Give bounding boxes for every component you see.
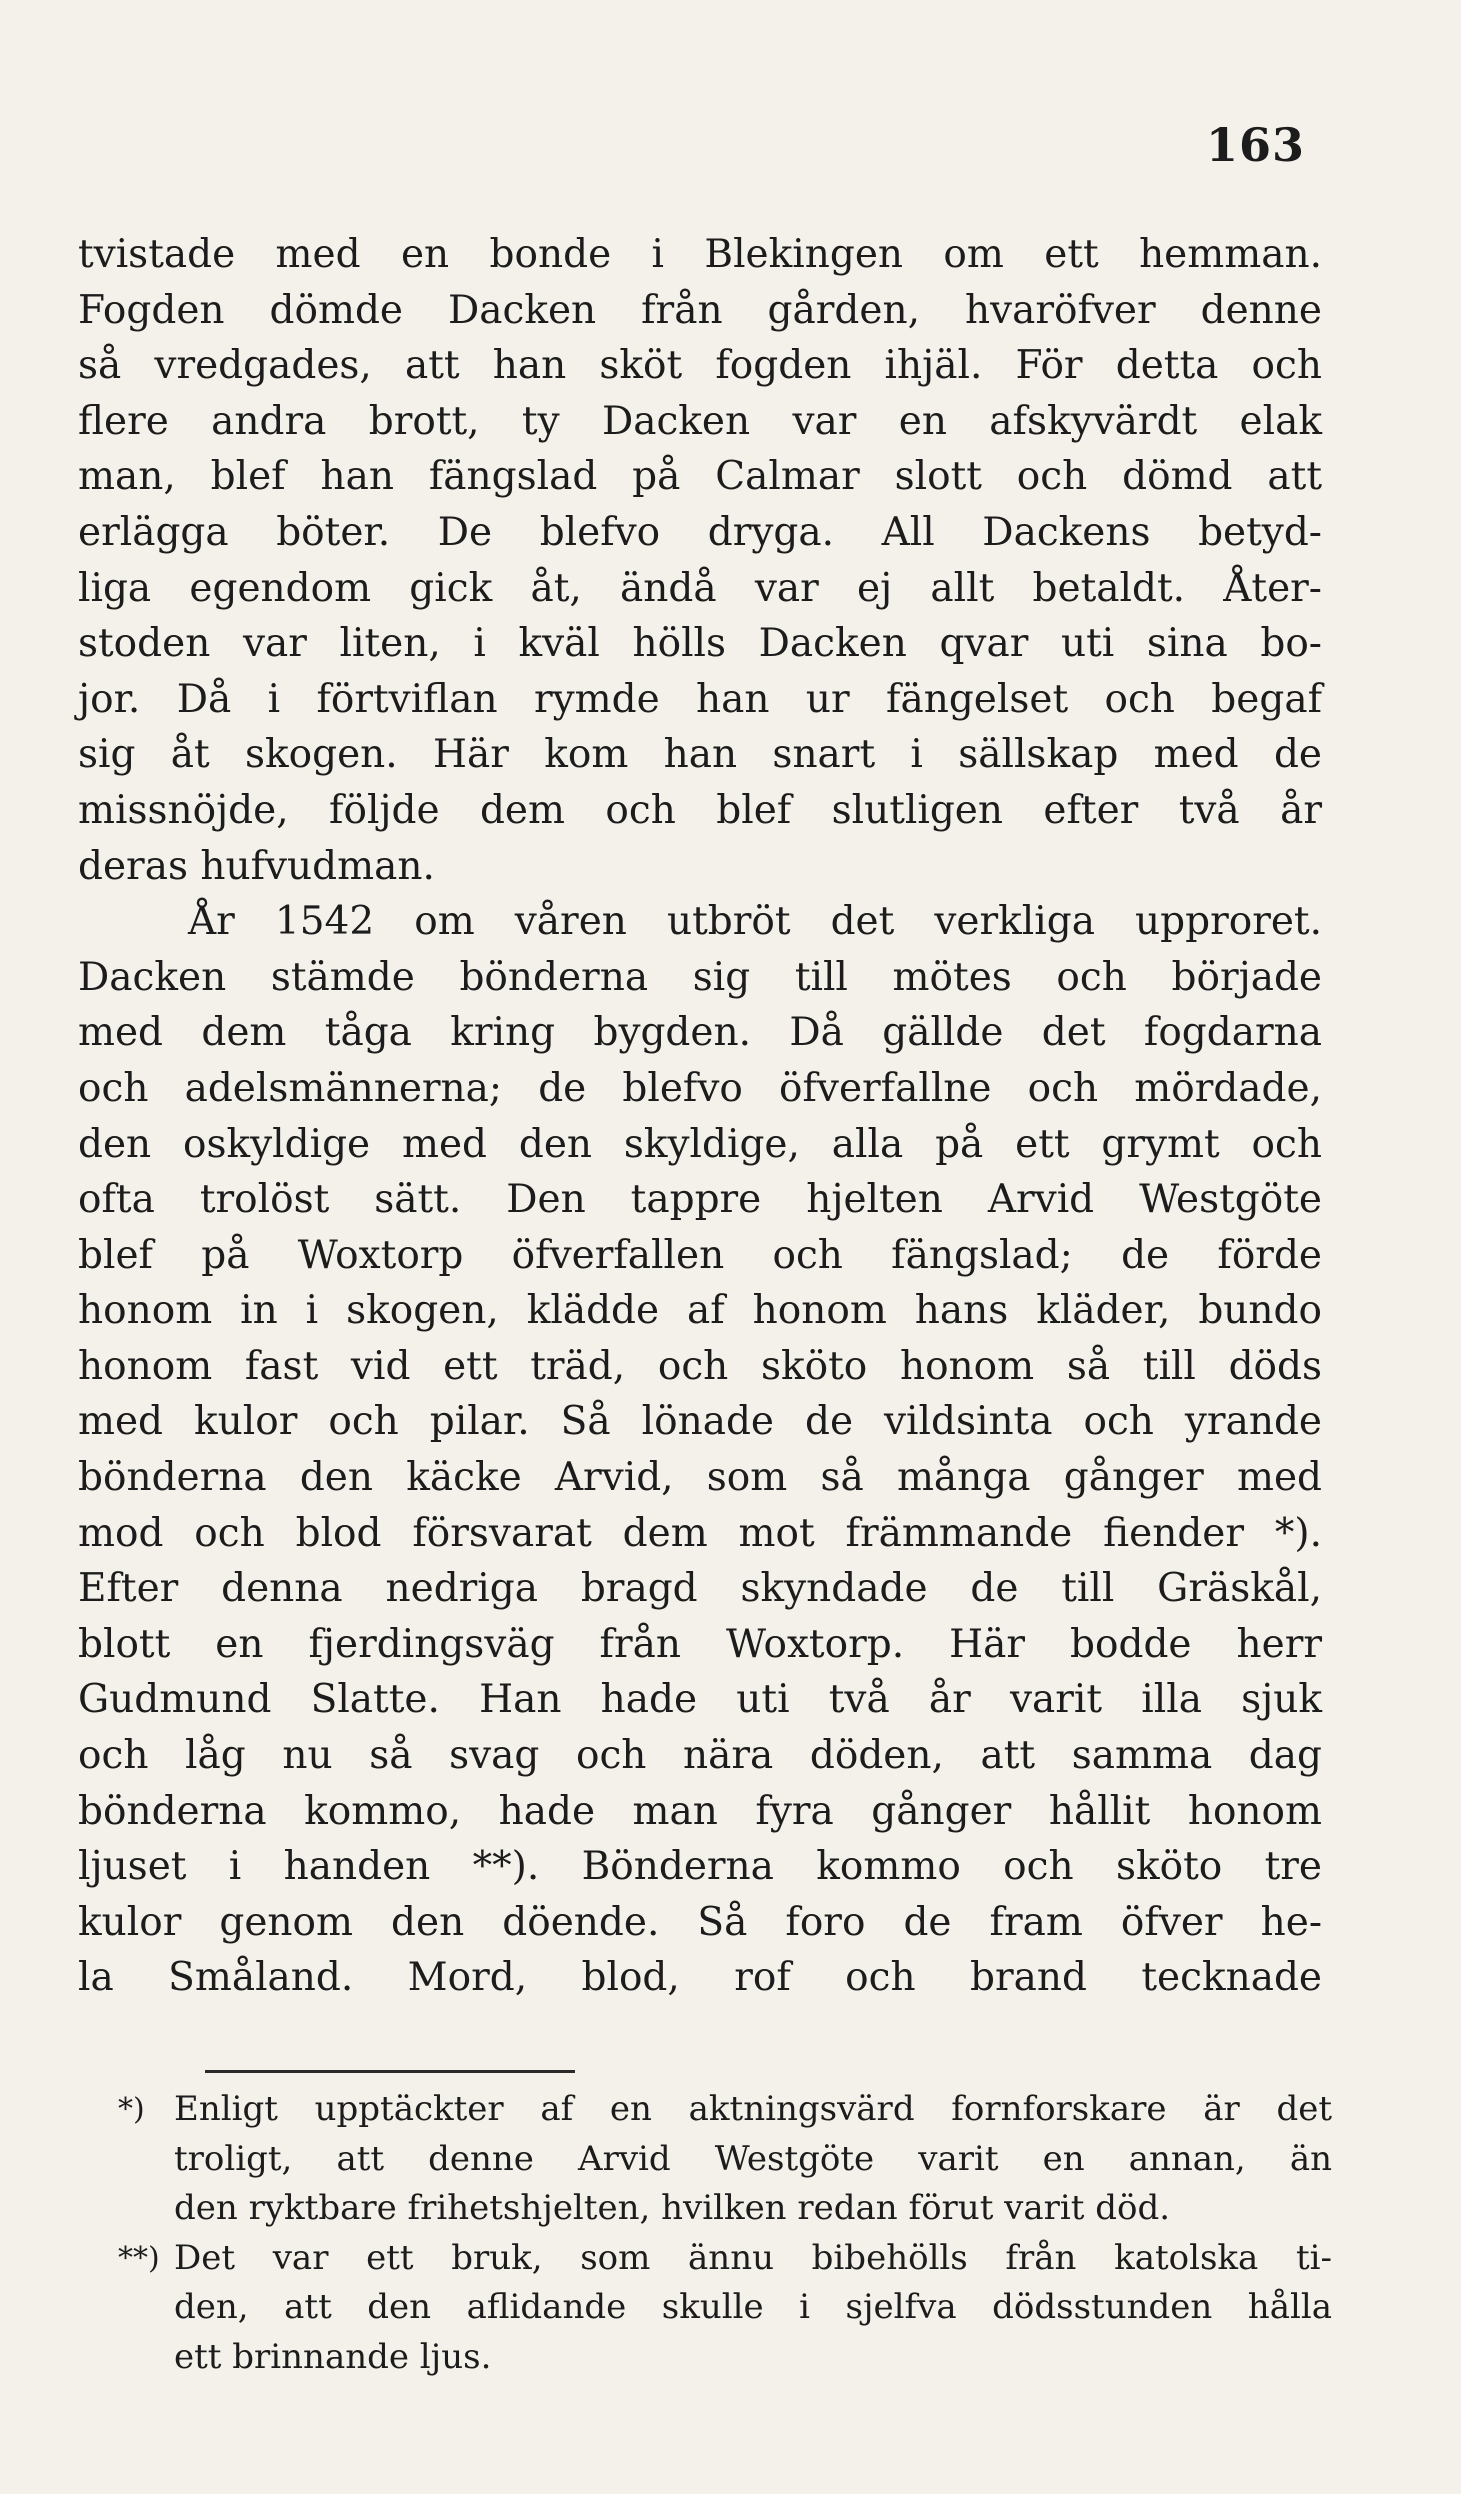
body-text: [78, 227, 1322, 2006]
text-line: bönderna kommo, hade man fyra gånger hållit honom: [78, 1788, 1322, 1834]
text-line: la Småland. Mord, blod, rof och brand tecknade: [78, 1955, 1322, 2001]
footnote-line: den ryktbare frihetshjelten, hvilken redan förut varit död.: [174, 2188, 1171, 2228]
text-line: blott en fjerdingsväg från Woxtorp. Här bodde herr: [78, 1621, 1322, 1667]
text-line: och adelsmännerna; de blefvo öfverfallne och mördade,: [78, 1065, 1322, 1111]
footnote-line: den, att den aflidande skulle i sjelfva dödsstunden hålla: [174, 2287, 1332, 2327]
text-line: tvistade med en bonde i Blekingen om ett hemman.: [78, 232, 1322, 277]
footnote-marker: **): [118, 2240, 160, 2276]
text-line: så vredgades, att han sköt fogden ihjäl. För detta och: [78, 343, 1322, 389]
paragraph-start-line: År 1542 om våren utbröt det verkliga upproret.: [188, 899, 1322, 945]
footnote-line: [118, 2085, 1332, 2135]
text-line: stoden var liten, i kväl hölls Dacken qvar uti sina bo-: [78, 621, 1322, 667]
text-line: flere andra brott, ty Dacken var en afskyvärdt elak: [78, 398, 1322, 444]
text-line: ofta trolöst sätt. Den tappre hjelten Arvid Westgöte: [78, 1177, 1322, 1223]
text-line: Efter denna nedriga bragd skyndade de till Gräskål,: [78, 1566, 1322, 1612]
text-line: Fogden dömde Dacken från gården, hvaröfver denne: [78, 287, 1322, 333]
text-line: sig åt skogen. Här kom han snart i sällskap med de: [78, 732, 1322, 778]
text-line: med dem tåga kring bygden. Då gällde det fogdarna: [78, 1010, 1322, 1056]
text-line: den oskyldige med den skyldige, alla på ett grymt och: [78, 1121, 1322, 1167]
footnote-line: ett brinnande ljus.: [174, 2336, 492, 2377]
footnote-text: Det var ett bruk, som ännu bibehölls från katolska ti-: [174, 2237, 1332, 2278]
paragraph-end-line: deras hufvudman.: [78, 843, 435, 889]
text-line: bönderna den käcke Arvid, som så många gånger med: [78, 1455, 1322, 1501]
footnote-text: Enligt upptäckter af en aktningsvärd fornforskare är det: [174, 2089, 1332, 2129]
text-line: kulor genom den döende. Så foro de fram öfver he-: [78, 1899, 1322, 1945]
footnote-line: troligt, att denne Arvid Westgöte varit en annan, än: [174, 2138, 1332, 2179]
text-line: mod och blod försvarat dem mot främmande fiender *).: [78, 1510, 1322, 1556]
footnote-line: [118, 2234, 1332, 2284]
page-number: 163: [1206, 118, 1306, 172]
text-line: erlägga böter. De blefvo dryga. All Dackens betyd-: [78, 509, 1322, 555]
footnote-divider: [205, 2070, 575, 2073]
text-line: liga egendom gick åt, ändå var ej allt betaldt. Åter-: [78, 565, 1322, 611]
text-line: ljuset i handen **). Bönderna kommo och sköto tre: [78, 1844, 1322, 1890]
text-line: Dacken stämde bönderna sig till mötes och började: [78, 954, 1322, 1000]
text-line: och låg nu så svag och nära döden, att samma dag: [78, 1733, 1322, 1779]
text-line: honom in i skogen, klädde af honom hans kläder, bundo: [78, 1288, 1322, 1334]
text-line: missnöjde, följde dem och blef slutligen efter två år: [78, 787, 1322, 833]
footnote-marker: *): [118, 2092, 145, 2127]
text-line: man, blef han fängslad på Calmar slott och dömd att: [78, 454, 1322, 500]
footnotes: [118, 2085, 1332, 2382]
text-line: jor. Då i förtviflan rymde han ur fängelset och begaf: [78, 676, 1322, 722]
text-line: Gudmund Slatte. Han hade uti två år varit illa sjuk: [78, 1677, 1322, 1723]
text-line: honom fast vid ett träd, och sköto honom så till döds: [78, 1343, 1322, 1389]
text-line: blef på Woxtorp öfverfallen och fängslad; de förde: [78, 1232, 1322, 1278]
text-line: med kulor och pilar. Så lönade de vildsinta och yrande: [78, 1399, 1322, 1445]
